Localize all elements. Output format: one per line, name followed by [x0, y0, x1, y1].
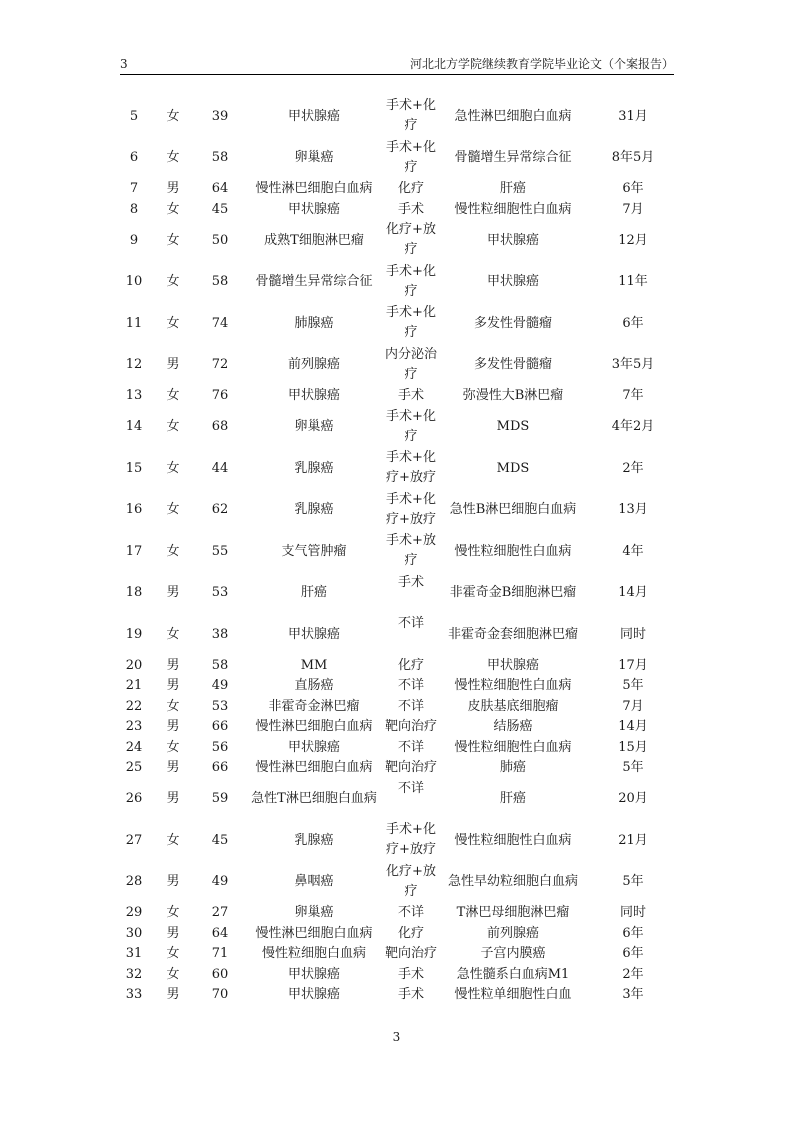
second-tumor-cell: 弥漫性大B淋巴瘤: [462, 388, 564, 404]
case-age-cell: 44: [211, 460, 229, 476]
case-sex-cell: 女: [166, 274, 180, 290]
first-tumor-cell: 卵巢癌: [294, 150, 334, 166]
treatment-cell: 手术+化疗+放疗: [386, 822, 436, 857]
second-tumor-cell: 多发性骨髓瘤: [473, 357, 552, 373]
case-age-cell: 53: [211, 698, 229, 714]
case-age-cell: 56: [211, 739, 229, 755]
first-tumor-cell: 甲状腺癌: [287, 388, 340, 404]
interval-cell: 3年: [622, 987, 644, 1003]
table-row: [118, 862, 678, 904]
table-row: [118, 407, 678, 449]
interval-cell: 15月: [618, 739, 648, 755]
second-tumor-cell: 慢性粒细胞性白血病: [454, 543, 572, 559]
second-tumor-cell: 急性B淋巴细胞白血病: [449, 502, 577, 518]
table-row: [118, 220, 678, 262]
table-row: [118, 697, 678, 718]
second-tumor-cell: 甲状腺癌: [486, 657, 539, 673]
second-tumor-cell: 慢性粒单细胞性白血: [454, 987, 572, 1003]
table-row: [118, 820, 678, 862]
interval-cell: 6年: [622, 181, 644, 197]
treatment-cell: 手术: [397, 574, 424, 590]
case-age-cell: 71: [211, 946, 229, 962]
treatment-cell: 手术+化疗: [386, 305, 436, 340]
treatment-cell: 手术+放疗: [386, 533, 436, 568]
case-table: [118, 96, 678, 1006]
case-age-cell: 60: [211, 966, 229, 982]
treatment-cell: 手术+化疗: [386, 98, 436, 133]
case-sex-cell: 男: [166, 357, 180, 373]
interval-cell: 31月: [618, 108, 648, 124]
first-tumor-cell: 骨髓增生异常综合征: [255, 274, 373, 290]
case-number-cell: 33: [125, 987, 143, 1003]
second-tumor-cell: 急性淋巴细胞白血病: [454, 108, 572, 124]
second-tumor-cell: 慢性粒细胞性白血病: [454, 739, 572, 755]
treatment-cell: 不详: [397, 698, 424, 714]
interval-cell: 3年5月: [611, 357, 655, 373]
interval-cell: 4年2月: [611, 419, 655, 435]
table-row: [118, 965, 678, 986]
case-age-cell: 66: [211, 719, 229, 735]
treatment-cell: 化疗: [397, 925, 424, 941]
case-number-cell: 30: [125, 925, 143, 941]
interval-cell: 12月: [618, 232, 648, 248]
case-sex-cell: 女: [166, 946, 180, 962]
treatment-cell: 手术: [397, 201, 424, 217]
interval-cell: 13月: [618, 502, 648, 518]
table-row: [118, 200, 678, 221]
second-tumor-cell: 结肠癌: [493, 719, 533, 735]
case-age-cell: 68: [211, 419, 229, 435]
interval-cell: 21月: [618, 832, 648, 848]
interval-cell: 5年: [622, 874, 644, 890]
second-tumor-cell: 慢性粒细胞性白血病: [454, 201, 572, 217]
case-age-cell: 58: [211, 150, 229, 166]
case-sex-cell: 男: [166, 987, 180, 1003]
table-row: [118, 985, 678, 1006]
case-sex-cell: 女: [166, 419, 180, 435]
table-row: [118, 903, 678, 924]
treatment-cell: 化疗: [397, 181, 424, 196]
second-tumor-cell: 非霍奇金套细胞淋巴瘤: [447, 626, 578, 642]
first-tumor-cell: 直肠癌: [294, 678, 334, 694]
table-row: [118, 262, 678, 304]
case-number-cell: 7: [129, 181, 139, 197]
second-tumor-cell: 非霍奇金B细胞淋巴瘤: [449, 585, 577, 601]
case-number-cell: 15: [125, 460, 143, 476]
interval-cell: 7月: [622, 201, 644, 217]
case-age-cell: 74: [211, 315, 229, 331]
case-age-cell: 76: [211, 388, 229, 404]
treatment-cell: 不详: [397, 739, 424, 755]
first-tumor-cell: MM: [300, 657, 328, 673]
case-sex-cell: 女: [166, 388, 180, 404]
first-tumor-cell: 前列腺癌: [287, 357, 340, 373]
second-tumor-cell: 急性髓系白血病M1: [456, 966, 570, 982]
case-age-cell: 53: [211, 585, 229, 601]
first-tumor-cell: 甲状腺癌: [287, 987, 340, 1003]
second-tumor-cell: MDS: [496, 460, 530, 476]
interval-cell: 5年: [622, 678, 644, 694]
case-number-cell: 19: [125, 626, 143, 642]
case-number-cell: 12: [125, 357, 143, 373]
case-number-cell: 28: [125, 874, 143, 890]
treatment-cell: 手术+化疗: [386, 408, 436, 444]
table-row: [118, 490, 678, 532]
first-tumor-cell: 成熟T细胞淋巴瘤: [264, 232, 364, 248]
second-tumor-cell: 甲状腺癌: [486, 232, 539, 248]
table-row: [118, 448, 678, 490]
case-sex-cell: 男: [166, 657, 180, 673]
interval-cell: 6年: [622, 925, 644, 941]
case-sex-cell: 男: [166, 678, 180, 694]
case-sex-cell: 女: [166, 502, 180, 518]
case-number-cell: 6: [129, 150, 139, 166]
table-row: [118, 573, 678, 615]
first-tumor-cell: 肝癌: [300, 585, 327, 601]
second-tumor-cell: 肝癌: [499, 791, 526, 807]
treatment-cell: 手术+化疗: [386, 263, 436, 299]
interval-cell: 20月: [618, 791, 648, 807]
case-number-cell: 32: [125, 966, 143, 982]
first-tumor-cell: 慢性淋巴细胞白血病: [255, 719, 373, 735]
case-sex-cell: 男: [166, 181, 180, 197]
treatment-cell: 手术+化疗+放疗: [386, 450, 436, 485]
second-tumor-cell: T淋巴母细胞淋巴瘤: [456, 905, 570, 921]
table-row: [118, 386, 678, 407]
interval-cell: 2年: [622, 460, 644, 476]
table-row: [118, 758, 678, 779]
case-number-cell: 10: [125, 274, 143, 290]
case-age-cell: 39: [211, 108, 229, 124]
case-age-cell: 64: [211, 925, 229, 941]
first-tumor-cell: 慢性粒细胞白血病: [261, 946, 366, 962]
case-sex-cell: 女: [166, 832, 180, 848]
case-age-cell: 66: [211, 760, 229, 776]
case-number-cell: 8: [129, 201, 139, 217]
case-age-cell: 49: [211, 874, 229, 890]
interval-cell: 17月: [618, 657, 648, 673]
case-sex-cell: 女: [166, 460, 180, 476]
case-number-cell: 13: [125, 388, 143, 404]
table-row: [118, 738, 678, 759]
second-tumor-cell: 慢性粒细胞性白血病: [454, 678, 572, 694]
first-tumor-cell: 慢性淋巴细胞白血病: [255, 760, 373, 776]
first-tumor-cell: 甲状腺癌: [287, 966, 340, 982]
case-sex-cell: 男: [166, 874, 180, 890]
case-sex-cell: 女: [166, 626, 180, 642]
first-tumor-cell: 甲状腺癌: [287, 108, 340, 124]
case-number-cell: 27: [125, 832, 143, 848]
interval-cell: 14月: [618, 585, 648, 601]
case-number-cell: 31: [125, 946, 143, 962]
case-sex-cell: 男: [166, 925, 180, 941]
first-tumor-cell: 鼻咽癌: [294, 874, 334, 890]
case-number-cell: 18: [125, 585, 143, 601]
case-sex-cell: 男: [166, 760, 180, 776]
case-number-cell: 11: [125, 315, 143, 331]
case-sex-cell: 女: [166, 150, 180, 166]
treatment-cell: 内分泌治疗: [384, 346, 437, 382]
first-tumor-cell: 甲状腺癌: [287, 626, 340, 642]
first-tumor-cell: 卵巢癌: [294, 905, 334, 921]
treatment-cell: 不详: [397, 780, 424, 796]
interval-cell: 同时: [619, 626, 646, 642]
second-tumor-cell: 子宫内膜癌: [480, 946, 546, 962]
first-tumor-cell: 卵巢癌: [294, 419, 334, 435]
case-number-cell: 17: [125, 543, 143, 559]
case-number-cell: 20: [125, 657, 143, 673]
table-row: [118, 138, 678, 180]
treatment-cell: 不详: [397, 616, 424, 631]
case-number-cell: 9: [129, 232, 139, 248]
treatment-cell: 手术: [397, 987, 424, 1002]
case-age-cell: 70: [211, 987, 229, 1003]
interval-cell: 6年: [622, 946, 644, 962]
header-page-number: 3: [120, 57, 128, 71]
case-sex-cell: 女: [166, 201, 180, 217]
treatment-cell: 手术: [397, 388, 424, 403]
case-sex-cell: 女: [166, 966, 180, 982]
case-number-cell: 23: [125, 719, 143, 735]
case-age-cell: 59: [211, 791, 229, 807]
table-row: [118, 345, 678, 387]
case-sex-cell: 女: [166, 698, 180, 714]
second-tumor-cell: 前列腺癌: [486, 925, 539, 941]
first-tumor-cell: 甲状腺癌: [287, 739, 340, 755]
case-number-cell: 21: [125, 678, 143, 694]
table-row: [118, 924, 678, 945]
second-tumor-cell: 甲状腺癌: [486, 274, 539, 290]
treatment-cell: 不详: [397, 905, 424, 920]
case-sex-cell: 男: [166, 791, 180, 807]
case-age-cell: 45: [211, 832, 229, 848]
case-sex-cell: 男: [166, 585, 180, 601]
case-number-cell: 5: [129, 108, 139, 124]
second-tumor-cell: 慢性粒细胞性白血病: [454, 832, 572, 848]
treatment-cell: 手术: [397, 966, 424, 982]
case-number-cell: 22: [125, 698, 143, 714]
table-row: [118, 179, 678, 200]
case-number-cell: 16: [125, 502, 143, 518]
treatment-cell: 手术+化疗+放疗: [386, 491, 436, 527]
table-row: [118, 96, 678, 138]
second-tumor-cell: 骨髓增生异常综合征: [454, 150, 572, 166]
treatment-cell: 手术+化疗: [386, 139, 436, 175]
second-tumor-cell: 肺癌: [499, 760, 526, 776]
table-row: [118, 614, 678, 656]
table-row: [118, 303, 678, 345]
interval-cell: 7月: [622, 698, 644, 714]
first-tumor-cell: 慢性淋巴细胞白血病: [255, 181, 373, 197]
case-sex-cell: 女: [166, 739, 180, 755]
case-sex-cell: 女: [166, 108, 180, 124]
case-age-cell: 27: [211, 905, 229, 921]
first-tumor-cell: 慢性淋巴细胞白血病: [255, 925, 373, 941]
first-tumor-cell: 肺腺癌: [294, 315, 334, 331]
treatment-cell: 靶向治疗: [384, 946, 437, 961]
treatment-cell: 不详: [397, 678, 424, 693]
second-tumor-cell: 肝癌: [499, 181, 526, 197]
header-title: 河北北方学院继续教育学院毕业论文（个案报告）: [409, 57, 674, 71]
case-number-cell: 25: [125, 760, 143, 776]
table-row: [118, 779, 678, 821]
first-tumor-cell: 乳腺癌: [294, 460, 334, 476]
first-tumor-cell: 乳腺癌: [294, 502, 334, 518]
interval-cell: 同时: [619, 905, 646, 921]
table-row: [118, 944, 678, 965]
first-tumor-cell: 乳腺癌: [294, 832, 334, 848]
treatment-cell: 化疗+放疗: [386, 222, 436, 257]
case-age-cell: 64: [211, 181, 229, 197]
interval-cell: 2年: [622, 966, 644, 982]
table-row: [118, 717, 678, 738]
table-row: [118, 676, 678, 697]
case-number-cell: 24: [125, 739, 143, 755]
interval-cell: 14月: [618, 719, 648, 735]
case-number-cell: 26: [125, 791, 143, 807]
table-row: [118, 531, 678, 573]
case-age-cell: 72: [211, 357, 229, 373]
table-row: [118, 656, 678, 677]
second-tumor-cell: 多发性骨髓瘤: [473, 315, 552, 331]
case-age-cell: 50: [211, 232, 229, 248]
interval-cell: 5年: [622, 760, 644, 776]
second-tumor-cell: 皮肤基底细胞瘤: [467, 698, 559, 714]
interval-cell: 11年: [618, 274, 648, 290]
treatment-cell: 靶向治疗: [384, 760, 437, 775]
case-age-cell: 58: [211, 274, 229, 290]
case-age-cell: 58: [211, 657, 229, 673]
case-age-cell: 55: [211, 543, 229, 559]
case-sex-cell: 女: [166, 543, 180, 559]
second-tumor-cell: 急性早幼粒细胞白血病: [447, 874, 578, 890]
interval-cell: 6年: [622, 315, 644, 331]
case-age-cell: 62: [211, 502, 229, 518]
treatment-cell: 靶向治疗: [384, 719, 437, 734]
interval-cell: 7年: [622, 388, 644, 404]
page-footer-number: 3: [392, 1030, 401, 1044]
page-header: [120, 56, 674, 75]
interval-cell: 8年5月: [611, 150, 655, 166]
case-age-cell: 49: [211, 678, 229, 694]
case-age-cell: 45: [211, 201, 229, 217]
first-tumor-cell: 支气管肿瘤: [281, 543, 347, 559]
first-tumor-cell: 甲状腺癌: [287, 201, 340, 217]
treatment-cell: 化疗: [397, 657, 424, 673]
treatment-cell: 化疗+放疗: [386, 863, 436, 899]
case-sex-cell: 女: [166, 315, 180, 331]
case-number-cell: 29: [125, 905, 143, 921]
interval-cell: 4年: [622, 543, 644, 559]
case-age-cell: 38: [211, 626, 229, 642]
first-tumor-cell: 急性T淋巴细胞白血病: [251, 791, 377, 807]
case-sex-cell: 男: [166, 719, 180, 735]
second-tumor-cell: MDS: [496, 419, 530, 435]
first-tumor-cell: 非霍奇金淋巴瘤: [268, 698, 360, 714]
case-number-cell: 14: [125, 419, 143, 435]
case-sex-cell: 女: [166, 905, 180, 921]
case-sex-cell: 女: [166, 232, 180, 248]
